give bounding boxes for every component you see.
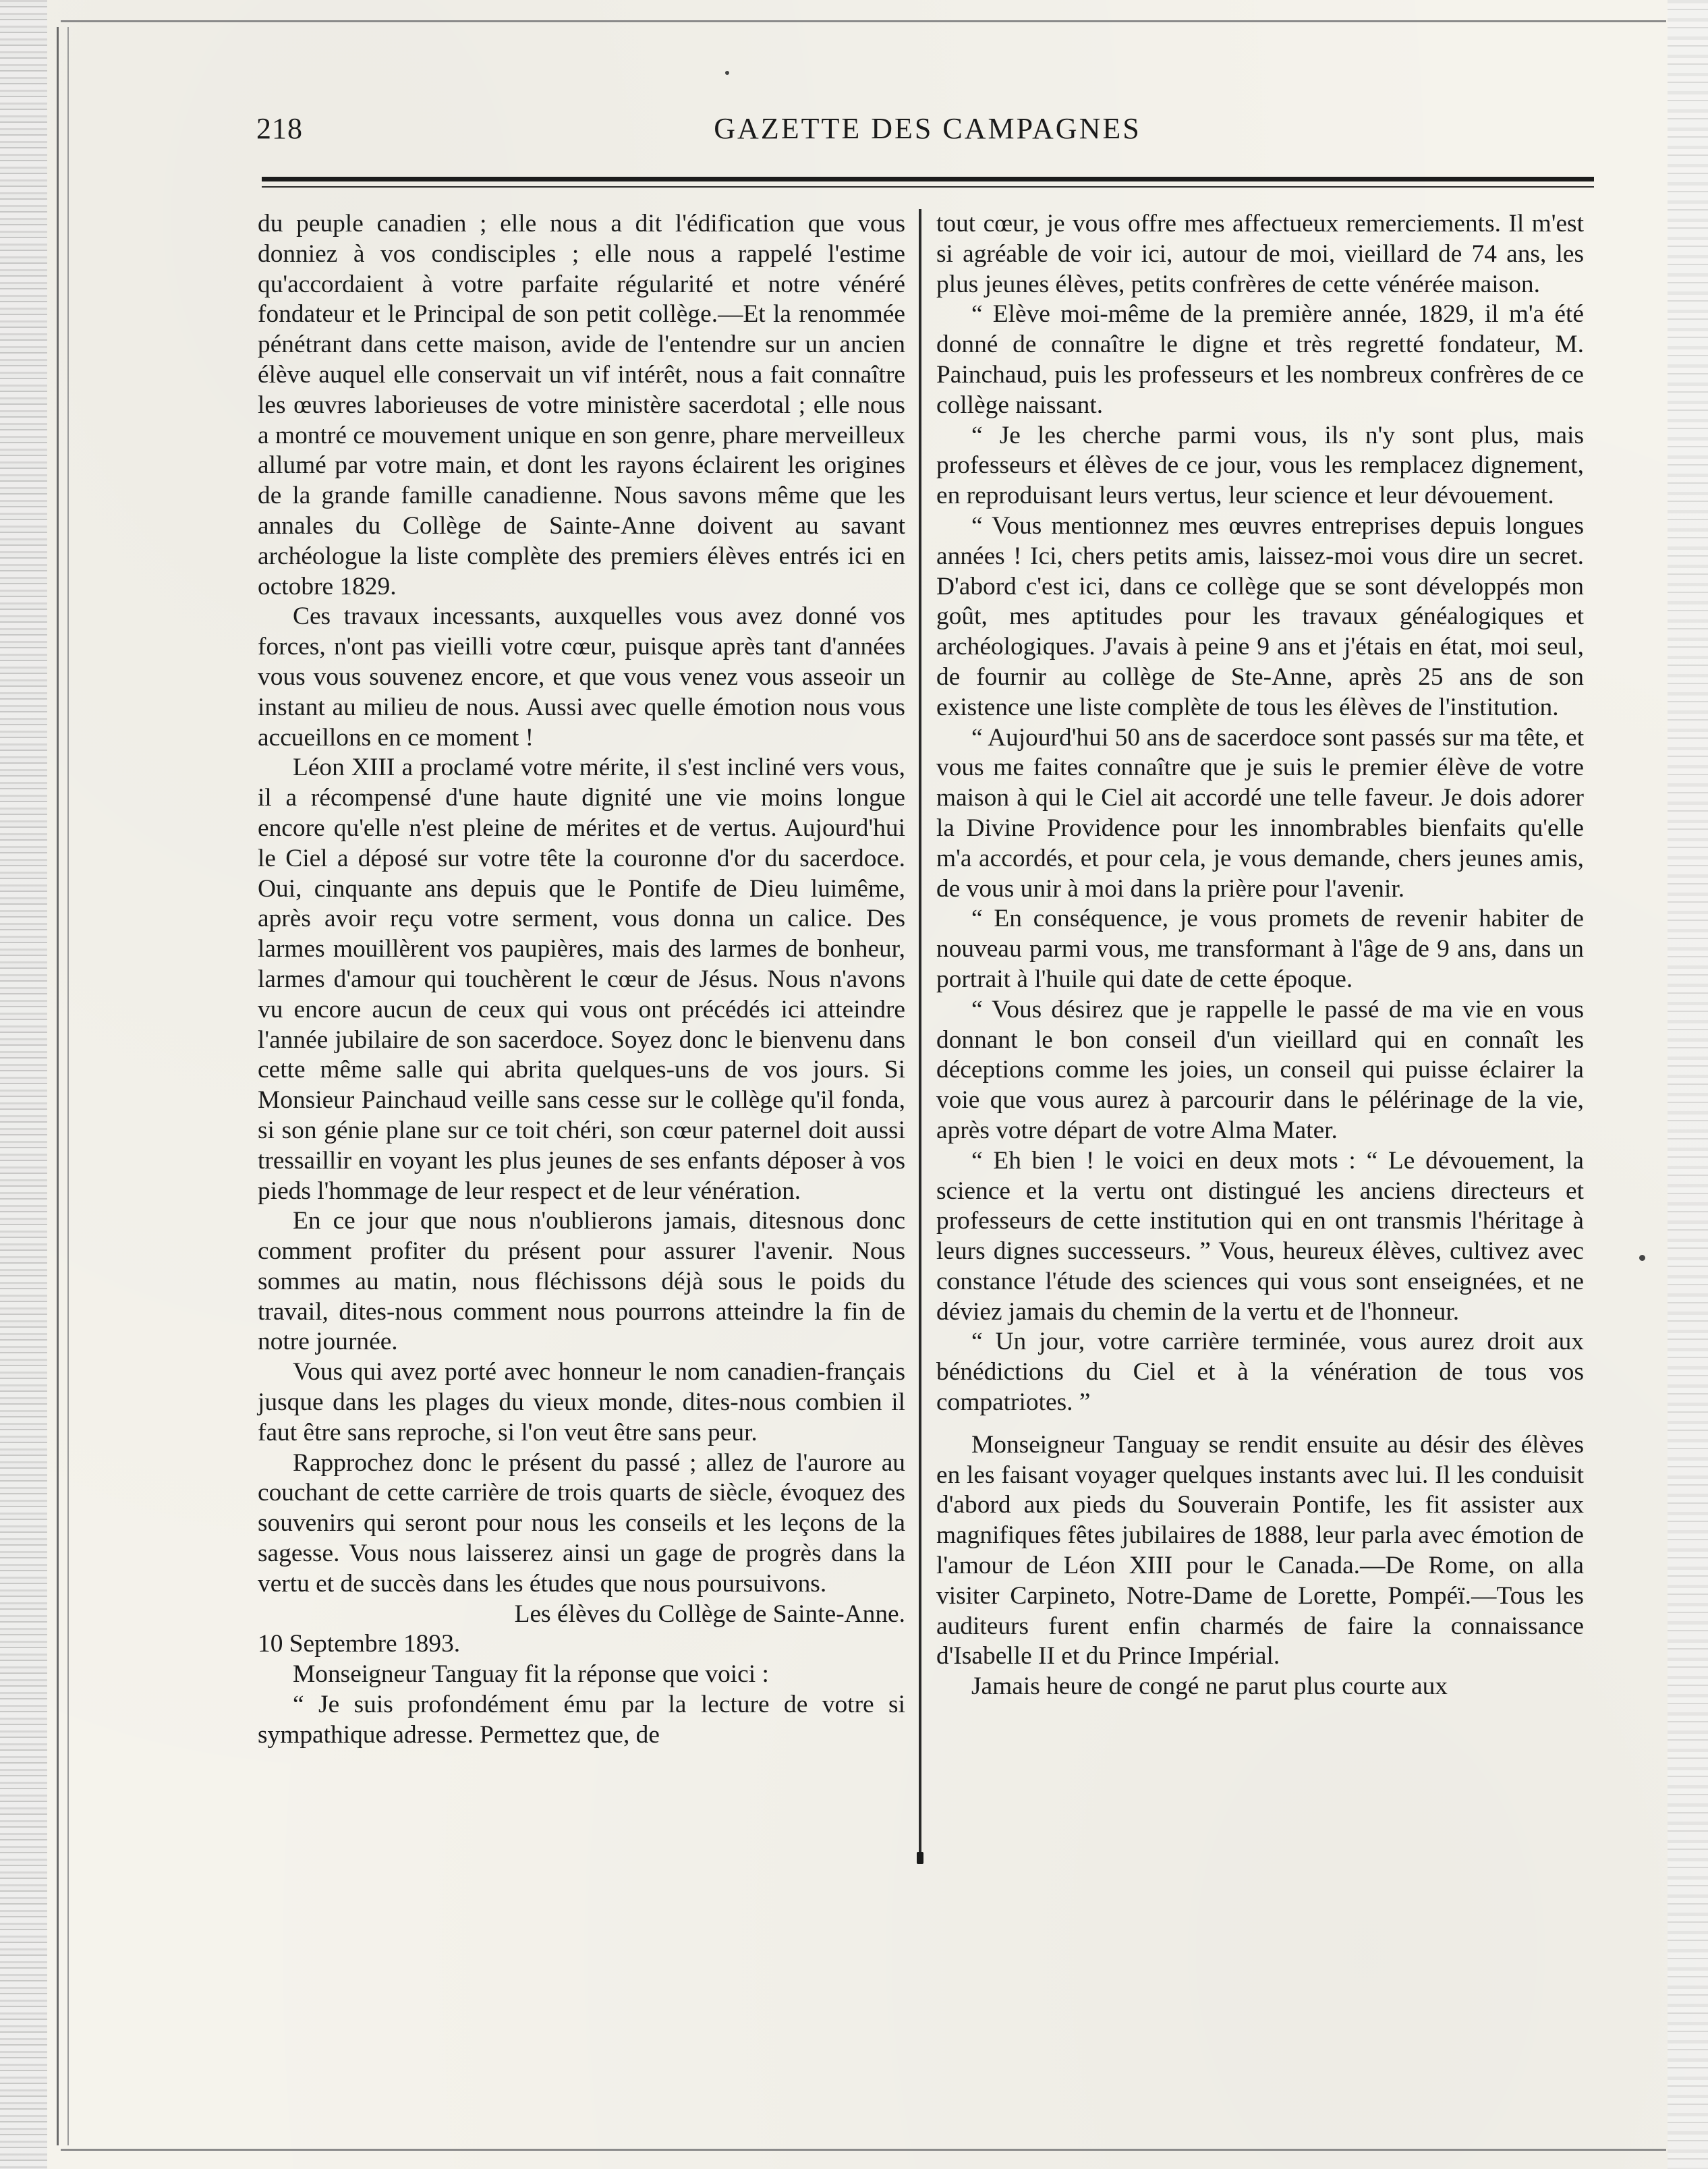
paragraph: “ Je les cherche parmi vous, ils n'y sont plus, mais professeurs et élèves de ce jour, vous les remplacez dignement, en reproduisant leurs vertus, leur science et leur dévouement. <box>936 421 1584 510</box>
paragraph: “ Elève moi-même de la première année, 1829, il m'a été donné de connaître le digne et très regretté fondateur, M. Painchaud, puis les professeurs et les nombreux confrères de ce collège naissant. <box>936 300 1584 419</box>
ink-speck <box>1639 1255 1645 1261</box>
paragraph: Jamais heure de congé ne parut plus courte aux <box>971 1672 1448 1701</box>
scan-edge-left <box>0 0 47 2169</box>
scan-edge-right <box>1668 0 1708 2169</box>
paragraph: Vous qui avez porté avec honneur le nom canadien-français jusque dans les plages du vieux monde, dites-nous combien il faut être sans reproche, si l'on veut être sans peur. <box>258 1358 905 1446</box>
header-rule-thick <box>262 177 1594 181</box>
paragraph: Léon XIII a proclamé votre mérite, il s'est incliné vers vous, il a récompensé d'une haute dignité une vie moins longue encore qu'elle n'est pleine de mérites et de vertus. Aujourd'hui le Ciel a déposé sur votre tête la couronne d'or du sacerdoce. Oui, cinquante ans depuis que le Pontife de Dieu luimême, après avoir reçu votre serment, vous donna un calice. Des larmes mouillèrent vos paupières, mais des larmes de bonheur, larmes d'amour qui touchèrent le cœur de Jésus. Nous n'avons vu encore aucun de ceux qui vous ont précédés ici atteindre l'année jubilaire de son sacerdoce. Soyez donc le bienvenu dans cette même salle qui abrita quelques-uns de vos jours. Si Monsieur Painchaud veille sans cesse sur le collège qu'il fonda, si son génie plane sur ce toit chéri, son cœur paternel doit aussi tressaillir en voyant les plus jeunes de ses enfants déposer à vos pieds l'hommage de leur respect et de leur vénération. <box>258 754 905 1205</box>
paragraph: Monseigneur Tanguay se rendit ensuite au désir des élèves en les faisant voyager quelques instants avec lui. Il les conduisit d'abord aux pieds du Souverain Pontife, les fit assister aux magnifiques fêtes jubilaires de 1888, leur parla avec émotion de l'amour de Léon XIII pour le Canada.—De Rome, on alla visiter Carpineto, Notre-Dame de Lorette, Pompéï.—Tous les auditeurs furent enfin charmés de faire la connaissance d'Isabelle II et du Prince Impérial. <box>936 1430 1584 1670</box>
binding-rule <box>57 27 59 2145</box>
paragraph: tout cœur, je vous offre mes affectueux remerciements. Il m'est si agréable de voir ici, autour de moi, vieillard de 74 ans, les plus jeunes élèves, petits confrères de cette vénérée maison. <box>936 210 1584 298</box>
paragraph: Rapprochez donc le présent du passé ; allez de l'aurore au couchant de cette carrière de trois quarts de siècle, évoquez des souvenirs qui seront pour nous les conseils et les leçons de la sagesse. Vous nous laisserez ainsi un gage de progrès dans la vertu et de succès dans les études que nous poursuivons. <box>258 1448 905 1598</box>
signature-line: Les élèves du Collège de Sainte-Anne. <box>514 1600 905 1628</box>
left-column <box>258 209 905 1862</box>
page-header <box>256 111 1599 159</box>
scan-frame-bottom <box>61 2149 1666 2151</box>
paragraph: En ce jour que nous n'oublierons jamais, ditesnous donc comment profiter du présent pour assurer l'avenir. Nous sommes au matin, nous fléchissons déjà sous le poids du travail, dites-nous comment nous pourrons atteindre la fin de notre journée. <box>258 1207 905 1356</box>
running-head: GAZETTE DES CAMPAGNES <box>714 112 1141 145</box>
paragraph: “ En conséquence, je vous promets de revenir habiter de nouveau parmi vous, me transformant à l'âge de 9 ans, dans un portrait à l'huile qui date de cette époque. <box>936 905 1584 993</box>
paragraph: “ Un jour, votre carrière terminée, vous aurez droit aux bénédictions du Ciel et à la vénération de tous vos compatriotes. ” <box>936 1328 1584 1417</box>
page-number: 218 <box>256 112 303 145</box>
paragraph: “ Je suis profondément ému par la lecture de votre si sympathique adresse. Permettez que, de <box>258 1691 905 1749</box>
scan-frame-top <box>61 20 1666 22</box>
paragraph: Ces travaux incessants, auxquelles vous avez donné vos forces, n'ont pas vieilli votre cœur, puisque après tant d'années vous vous souvenez encore, et que vous venez vous asseoir un instant au milieu de nous. Aussi avec quelle émotion nous vous accueillons en ce moment ! <box>258 602 905 752</box>
ink-speck <box>725 71 729 75</box>
paragraph: “ Eh bien ! le voici en deux mots : “ Le dévouement, la science et la vertu ont distingué les anciens directeurs et professeurs de cette institution qui en ont transmis l'héritage à leurs dignes successeurs. ” Vous, heureux élèves, cultivez avec constance l'étude des sciences qui vous sont enseignées, et ne déviez jamais du chemin de la vertu et de l'honneur. <box>936 1146 1584 1326</box>
paragraph: “ Aujourd'hui 50 ans de sacerdoce sont passés sur ma tête, et vous me faites connaître que je suis le premier élève de votre maison à qui le Ciel ait accordé une telle faveur. Je dois adorer la Divine Providence pour les innombrables bienfaits qu'elle m'a accordés, et pour cela, je vous demande, chers jeunes amis, de vous unir à moi dans la prière pour l'avenir. <box>936 723 1584 903</box>
header-rule-thin <box>262 186 1594 188</box>
paragraph: “ Vous mentionnez mes œuvres entreprises depuis longues années ! Ici, chers petits amis, laissez-moi vous dire un secret. D'abord c'est ici, dans ce collège que se sont développés mon goût, mes aptitudes pour les travaux généalogiques et archéologiques. J'avais à peine 9 ans et j'étais en état, moi seul, de fournir au collège de Ste-Anne, après 25 ans de son existence une liste complète de tous les élèves de l'institution. <box>936 511 1584 721</box>
binding-rule-inner <box>67 27 69 2145</box>
column-divider-end <box>917 1852 923 1864</box>
date-line: 10 Septembre 1893. <box>258 1630 461 1658</box>
column-divider <box>919 209 921 1862</box>
right-column <box>936 209 1584 1862</box>
paragraph: du peuple canadien ; elle nous a dit l'édification que vous donniez à vos condisciples ; elle nous a rappelé l'estime qu'accordaient à votre parfaite régularité et notre vénéré fondateur et le Principal de son petit collège.—Et la renommée pénétrant dans cette maison, avide de l'entendre sur un ancien élève auquel elle conservait un vif intérêt, nous a fait connaître les œuvres laborieuses de votre ministère sacerdotal ; elle nous a montré ce mouvement unique en son genre, phare merveilleux allumé par votre main, et dont les rayons éclairent les origines de la grande famille canadienne. Nous savons même que les annales du Collège de Sainte-Anne doivent au savant archéologue la liste complète des premiers élèves entrés ici en octobre 1829. <box>258 210 905 600</box>
paragraph: “ Vous désirez que je rappelle le passé de ma vie en vous donnant le bon conseil d'un vieillard qui en connaît les déceptions comme les joies, un conseil qui puisse éclairer la voie que vous aurez à parcourir dans le pélérinage de la vie, après votre départ de votre Alma Mater. <box>936 995 1584 1144</box>
paragraph: Monseigneur Tanguay fit la réponse que voici : <box>293 1660 769 1689</box>
